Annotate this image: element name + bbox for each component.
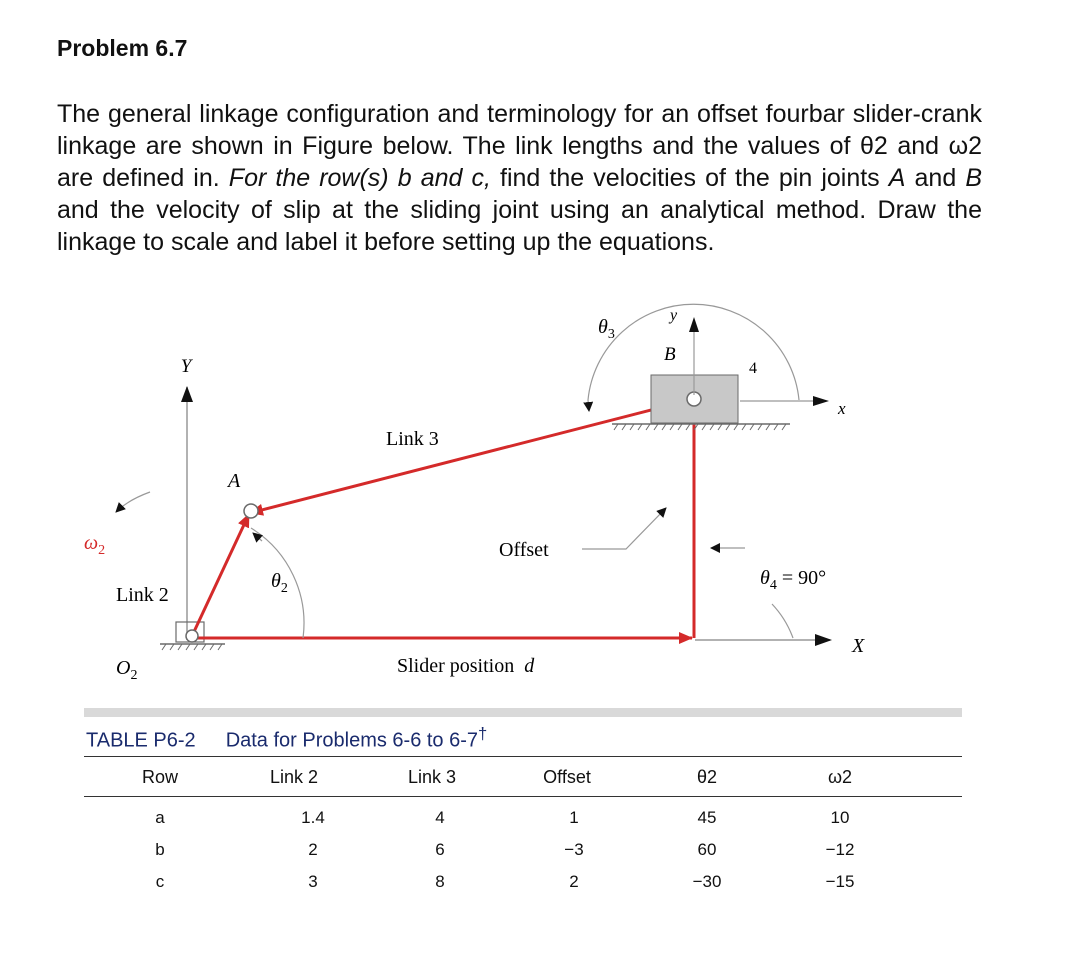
offset-leader-arrow-icon bbox=[582, 508, 666, 549]
table-header-cell: ω2 bbox=[827, 767, 853, 787]
table-rule-header bbox=[84, 796, 962, 797]
table-cell: a bbox=[155, 808, 165, 827]
omega2-label: $\omega_2$ bbox=[84, 532, 106, 558]
x-axis-label: X bbox=[852, 635, 865, 657]
table-header-cell: θ2 bbox=[696, 767, 718, 787]
table-header-cell: Link 3 bbox=[407, 767, 457, 787]
table-cell: −30 bbox=[692, 872, 722, 891]
o2-label: $O_2$ bbox=[116, 657, 138, 683]
problem-title: Problem 6.7 bbox=[57, 35, 188, 61]
table-header-cell: Offset bbox=[543, 767, 591, 787]
table-cell: 1 bbox=[569, 808, 579, 827]
table-cell: −15 bbox=[825, 872, 855, 891]
table-cell: 2 bbox=[308, 840, 318, 859]
table-cell: −3 bbox=[564, 840, 584, 859]
y-axis-arrow-icon bbox=[181, 386, 193, 402]
link4-label: 4 bbox=[749, 360, 757, 377]
statement-part-1: The general linkage configuration and terminology for an offset fourbar slider-crank linkage are shown in Figure below. The link lengths and the values of θ2 and ω2 are defined in. bbox=[57, 100, 982, 192]
local-x-label: x bbox=[838, 399, 846, 418]
theta4-label: $\theta_4 = 90^\circ$ bbox=[760, 567, 827, 593]
slider-ground-hatch bbox=[614, 424, 786, 430]
o2-ground-hatch bbox=[162, 644, 222, 650]
pin-a-label: A bbox=[228, 470, 241, 492]
o2-pin bbox=[186, 630, 198, 642]
link2-vector bbox=[192, 514, 249, 636]
theta4-arc bbox=[772, 604, 793, 638]
omega2-arrow-icon bbox=[116, 492, 150, 512]
slider-position-label: Slider position d bbox=[397, 655, 535, 677]
theta2-label: $\theta_2$ bbox=[271, 570, 288, 596]
table-caption-mark: † bbox=[478, 724, 488, 743]
table-cell: 6 bbox=[435, 840, 445, 859]
statement-joint-b: B bbox=[965, 164, 983, 192]
table-cell: 3 bbox=[308, 872, 318, 891]
statement-rows-italic: For the row(s) b and c, bbox=[228, 164, 491, 192]
local-x-arrow-icon bbox=[813, 396, 829, 406]
table-cell: 8 bbox=[435, 872, 445, 891]
pin-a bbox=[244, 504, 258, 518]
offset-label: Offset bbox=[499, 539, 549, 561]
table-cell: b bbox=[155, 840, 165, 859]
link3-vector bbox=[250, 400, 690, 513]
table-cell: 1.4 bbox=[301, 808, 325, 827]
table-cell: 2 bbox=[569, 872, 579, 891]
table-cell: 60 bbox=[697, 840, 717, 859]
theta3-label: $\theta_3$ bbox=[598, 316, 615, 342]
statement-part-3: and the velocity of slip at the sliding joint using an analytical method. Draw the linkage to scale and label it before setting up the equations. bbox=[57, 196, 982, 256]
table-cell: c bbox=[155, 872, 165, 891]
y-axis-label: Y bbox=[180, 356, 192, 377]
table-rule-top bbox=[84, 756, 962, 757]
x-axis-arrow-icon bbox=[815, 634, 832, 646]
table-caption bbox=[86, 724, 487, 753]
table-caption-text: Data for Problems 6-6 to 6-7 bbox=[225, 729, 479, 752]
table-top-bar bbox=[84, 708, 962, 717]
table-cell: −12 bbox=[825, 840, 855, 859]
table-cell: 4 bbox=[435, 808, 445, 827]
table-caption-label: TABLE P6-2 bbox=[86, 729, 196, 752]
statement-part-2: find the velocities of the pin joints bbox=[490, 164, 889, 192]
theta3-arrow-icon bbox=[588, 400, 589, 411]
statement-joint-a: A bbox=[888, 164, 906, 192]
link2-label: Link 2 bbox=[116, 584, 169, 606]
table-header-cell: Row bbox=[141, 767, 179, 787]
table-cell: 45 bbox=[697, 808, 717, 827]
link3-label: Link 3 bbox=[386, 428, 439, 450]
table-header-cell: Link 2 bbox=[269, 767, 319, 787]
table-cell: 10 bbox=[830, 808, 850, 827]
local-y-arrow-icon bbox=[689, 317, 699, 332]
pin-b-label: B bbox=[664, 344, 676, 365]
local-y-label: y bbox=[670, 307, 678, 324]
statement-and: and bbox=[905, 164, 966, 192]
